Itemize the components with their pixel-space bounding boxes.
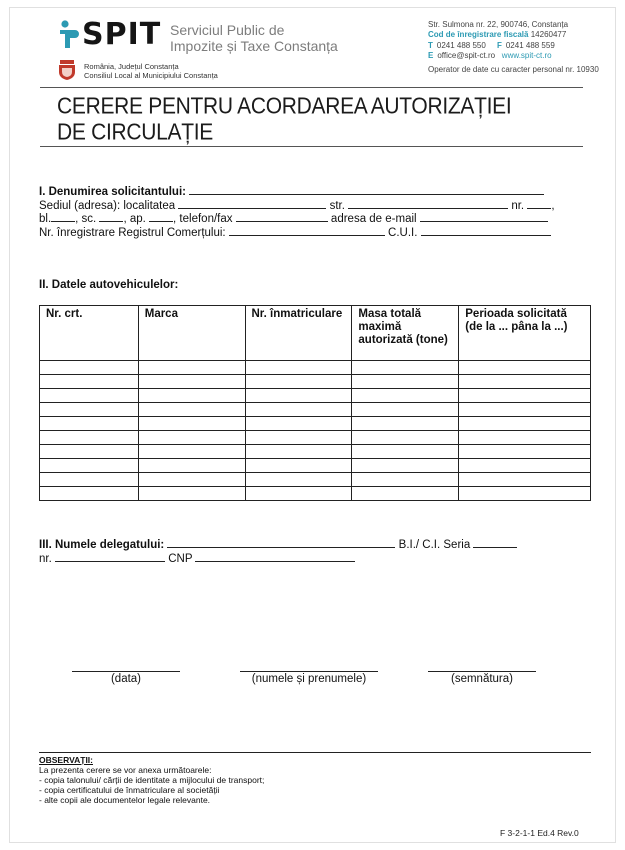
col-marca: Marca [138,306,245,361]
table-cell[interactable] [352,459,459,473]
gov-line-2: Consiliul Local al Municipiului Constanța [84,71,218,80]
table-cell[interactable] [40,459,139,473]
observations-title: OBSERVAȚII: [39,755,93,765]
table-cell[interactable] [40,445,139,459]
table-cell[interactable] [40,375,139,389]
website-link[interactable]: www.spit-ct.ro [501,50,552,60]
table-row [40,487,591,501]
table-cell[interactable] [138,417,245,431]
table-cell[interactable] [352,389,459,403]
table-cell[interactable] [40,389,139,403]
table-cell[interactable] [352,445,459,459]
section-3-row-2: nr. CNP [39,552,355,566]
street-field[interactable] [348,199,508,209]
table-cell[interactable] [459,403,591,417]
observation-item: - alte copii ale documentelor legale relevante. [39,795,211,805]
applicant-name-field[interactable] [189,185,544,195]
id-series-field[interactable] [473,538,517,548]
col-perioada: Perioada solicitată (de la ... pâna la ...) [459,306,591,361]
signature-label: (semnătura) [451,673,513,685]
observation-item: - copia talonului/ cărții de identitate a mijlocului de transport; [39,775,265,785]
section-1-row-2: Sediul (adresa): localitatea str. nr. , [39,200,555,212]
stair-field[interactable] [99,212,123,222]
observations-divider [39,752,591,753]
table-row [40,389,591,403]
cnp-field[interactable] [195,552,355,562]
apartment-field[interactable] [149,212,173,222]
table-cell[interactable] [245,431,352,445]
date-line[interactable] [72,671,180,672]
table-header-row [40,306,591,361]
coat-of-arms-icon [58,60,76,80]
col-nr-inmatriculare: Nr. înmatriculare [245,306,352,361]
page-title: CERERE PENTRU ACORDAREA AUTORIZAȚIEI DE CIRCULAȚIE [57,94,512,145]
section-3-row-1: III. Numele delegatului: B.I./ C.I. Seria [39,538,517,552]
table-cell[interactable] [459,473,591,487]
table-row [40,473,591,487]
phone-fax-field[interactable] [236,212,328,222]
observations-intro: La prezenta cerere se vor anexa următoarele: [39,765,212,775]
title-divider [40,146,583,147]
table-cell[interactable] [138,403,245,417]
email-field[interactable] [420,212,548,222]
table-cell[interactable] [138,459,245,473]
table-cell[interactable] [352,375,459,389]
table-cell[interactable] [459,361,591,375]
table-row [40,459,591,473]
table-cell[interactable] [138,473,245,487]
table-row [40,431,591,445]
section-3-heading: III. Numele delegatului: [39,539,165,551]
table-cell[interactable] [138,361,245,375]
form-code: F 3-2-1-1 Ed.4 Rev.0 [500,828,579,838]
table-cell[interactable] [459,445,591,459]
table-row [40,445,591,459]
table-cell[interactable] [245,459,352,473]
signature-line[interactable] [428,671,536,672]
spit-logo-icon [58,20,80,50]
phone: 0241 488 550 [436,40,486,50]
street-number-field[interactable] [527,199,551,209]
table-cell[interactable] [352,403,459,417]
table-cell[interactable] [40,417,139,431]
table-cell[interactable] [352,473,459,487]
table-cell[interactable] [352,417,459,431]
table-cell[interactable] [245,473,352,487]
trade-register-field[interactable] [229,226,385,236]
col-masa-totala: Masa totală maximă autorizată (tone) [352,306,459,361]
table-cell[interactable] [245,403,352,417]
table-cell[interactable] [40,403,139,417]
table-cell[interactable] [459,389,591,403]
table-cell[interactable] [138,431,245,445]
table-cell[interactable] [352,361,459,375]
gov-line-1: România, Județul Constanța [84,62,179,71]
section-2-heading: II. Datele autovehiculelor: [39,279,179,291]
fiscal-label: Cod de înregistrare fiscală [428,30,529,40]
locality-field[interactable] [178,199,326,209]
id-number-field[interactable] [55,552,165,562]
table-cell[interactable] [459,431,591,445]
block-field[interactable] [51,212,75,222]
table-cell[interactable] [459,375,591,389]
col-nr-crt: Nr. crt. [40,306,139,361]
section-1-row-1 [39,185,544,199]
fax: 0241 488 559 [505,40,555,50]
observation-item: - copia certificatului de înmatriculare al societății [39,785,220,795]
table-cell[interactable] [138,389,245,403]
section-1-row-4: Nr. înregistrare Registrul Comerțului: C.U.I. [39,226,551,240]
table-cell[interactable] [138,487,245,501]
vehicles-table [39,305,591,501]
address: Str. Sulmona nr. 22, 900746, Constanța [428,20,569,29]
fiscal-code: 14260477 [530,30,567,40]
table-cell[interactable] [352,487,459,501]
cui-field[interactable] [421,226,551,236]
table-cell[interactable] [245,361,352,375]
table-cell[interactable] [459,459,591,473]
table-cell[interactable] [245,487,352,501]
table-cell[interactable] [40,431,139,445]
table-cell[interactable] [245,445,352,459]
table-cell[interactable] [40,473,139,487]
logo-subtitle: Serviciul Public de Impozite și Taxe Constanța [170,22,338,54]
table-cell[interactable] [245,417,352,431]
delegate-name-field[interactable] [167,538,395,548]
contact-block: Str. Sulmona nr. 22, 900746, Constanța Cod de înregistrare fiscală 14260477 T 0241 488 550 F 0241 488 559 E office@spit-ct.ro www.spit-ct.ro Operator de date cu caracter personal nr. 10930 [428,20,599,75]
email-link[interactable]: office@spit-ct.ro [437,50,496,60]
table-cell[interactable] [245,389,352,403]
section-1-row-3: bl. , sc. , ap. , telefon/fax adresa de e-mail [39,212,548,226]
table-cell[interactable] [40,361,139,375]
table-cell[interactable] [459,417,591,431]
name-label: (numele și prenumele) [251,673,367,685]
table-row [40,417,591,431]
table-row [40,375,591,389]
date-label: (data) [110,673,142,685]
table-cell[interactable] [40,487,139,501]
table-cell[interactable] [138,445,245,459]
table-cell[interactable] [138,375,245,389]
header-divider [40,87,583,88]
table-row [40,361,591,375]
section-1-heading: I. Denumirea solicitantului: [39,186,186,198]
table-cell[interactable] [245,375,352,389]
logo-text: SPIT [82,17,162,52]
operator-note: Operator de date cu caracter personal nr. 10930 [428,65,599,75]
table-row [40,403,591,417]
table-cell[interactable] [459,487,591,501]
name-line[interactable] [240,671,378,672]
table-cell[interactable] [352,431,459,445]
